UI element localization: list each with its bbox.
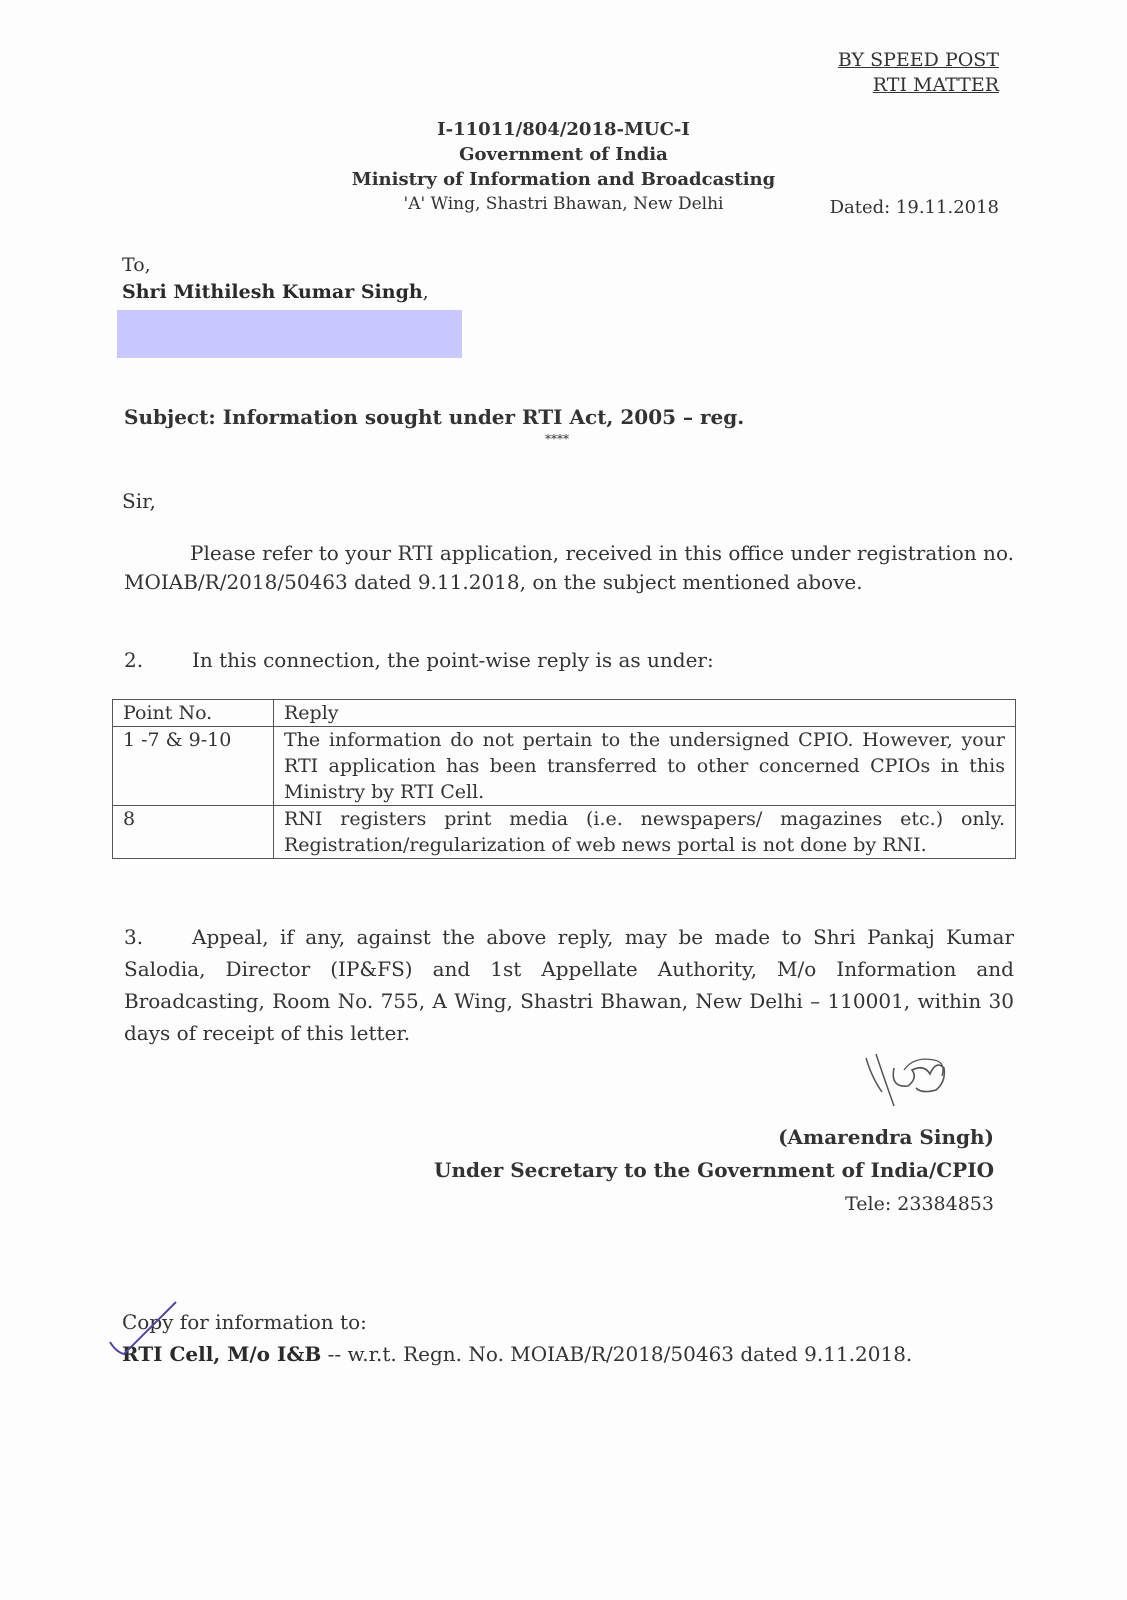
ministry-name: Ministry of Information and Broadcasting [351, 169, 776, 190]
row-2-point: 8 [113, 806, 274, 859]
checkmark-icon [108, 1300, 188, 1380]
salutation: Sir, [122, 489, 156, 513]
signatory-designation: Under Secretary to the Government of India/CPIO [434, 1158, 994, 1182]
government-name: Government of India [459, 144, 668, 165]
recipient-comma: , [422, 281, 429, 303]
copy-recipient-name: RTI Cell, M/o I&B [122, 1342, 322, 1366]
row-2-reply: RNI registers print media (i.e. newspapers/ magazines etc.) only. Registration/regularization of web news portal is not done by RNI. [274, 806, 1016, 859]
redacted-address [117, 310, 462, 358]
row-1-point: 1 -7 & 9-10 [113, 727, 274, 806]
copy-recipient-detail: -- w.r.t. Regn. No. MOIAB/R/2018/50463 dated 9.11.2018. [321, 1342, 913, 1366]
paragraph-3 [124, 921, 1014, 1049]
recipient-block [122, 252, 429, 306]
table-row [113, 727, 1016, 806]
signatory-name: (Amarendra Singh) [778, 1125, 994, 1149]
to-label: To, [122, 254, 151, 276]
paragraph-1 [124, 539, 1014, 597]
paragraph-2-text: In this connection, the point-wise reply is as under: [192, 648, 714, 672]
paragraph-1-text: Please refer to your RTI application, received in this office under registration no. MOIAB/R/2018/50463 dated 9.11.2018, on the subject mentioned above. [124, 541, 1014, 594]
file-number: I-11011/804/2018-MUC-I [437, 119, 690, 140]
post-mode-block [838, 48, 999, 98]
speed-post-label: BY SPEED POST [837, 49, 999, 71]
header-point-no: Point No. [113, 700, 274, 727]
recipient-name: Shri Mithilesh Kumar Singh [122, 281, 423, 303]
subject-line: Subject: Information sought under RTI Act, 2005 – reg. [124, 405, 745, 429]
signature-mark [864, 1048, 974, 1118]
table-row [113, 806, 1016, 859]
reply-table [112, 699, 1016, 859]
paragraph-2-number: 2. [124, 648, 144, 672]
copy-recipient [122, 1342, 912, 1366]
copy-label: Copy for information to: [122, 1310, 367, 1334]
row-1-reply: The information do not pertain to the undersigned CPIO. However, your RTI application has been transferred to other concerned CPIOs in this Ministry by RTI Cell. [274, 727, 1016, 806]
table-header-row [113, 700, 1016, 727]
header-reply: Reply [274, 700, 1016, 727]
letter-date: Dated: 19.11.2018 [829, 197, 999, 218]
paragraph-2 [124, 648, 714, 672]
subject-separator: **** [545, 432, 569, 446]
paragraph-3-number: 3. [124, 925, 144, 949]
signatory-telephone: Tele: 23384853 [845, 1193, 994, 1215]
rti-matter-label: RTI MATTER [872, 74, 999, 96]
office-address: 'A' Wing, Shastri Bhawan, New Delhi [403, 194, 724, 214]
paragraph-3-text: Appeal, if any, against the above reply, may be made to Shri Pankaj Kumar Salodia, Director (IP&FS) and 1st Appellate Authority, M/o Information and Broadcasting, Room No. 755, A Wing, Shastri Bhawan, New Delhi – 110001, within 30 days of receipt of this letter. [124, 925, 1014, 1045]
